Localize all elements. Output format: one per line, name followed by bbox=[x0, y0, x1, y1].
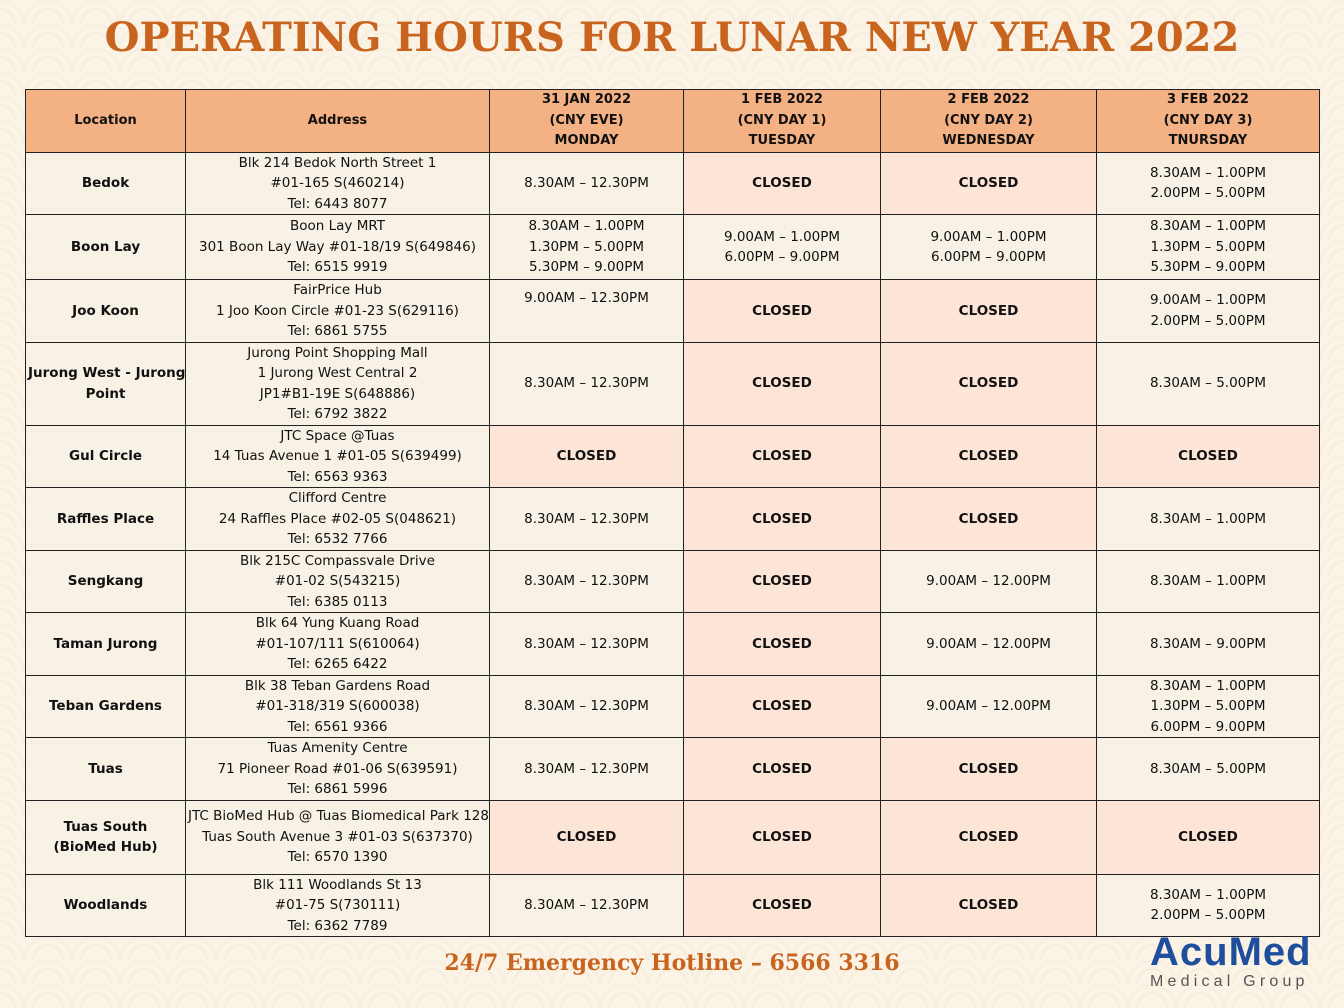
address-line: Tel: 6265 6422 bbox=[287, 656, 388, 672]
hours-line: 8.30AM – 12.30PM bbox=[524, 635, 649, 652]
hours-line: CLOSED bbox=[958, 897, 1019, 913]
location-name: Raffles Place bbox=[56, 510, 155, 527]
address-line: Tuas South Avenue 3 #01-03 S(637370) bbox=[202, 828, 473, 845]
hours-cell bbox=[1097, 280, 1320, 343]
hours-line: 8.30AM – 5.00PM bbox=[1149, 760, 1267, 777]
hours-line: 8.30AM – 12.30PM bbox=[524, 375, 649, 392]
location-name: Joo Koon bbox=[72, 302, 139, 319]
hours-cell-closed bbox=[881, 488, 1097, 551]
hours-line: 8.30AM – 1.00PM bbox=[1149, 164, 1267, 181]
address-cell bbox=[186, 342, 490, 425]
hours-cell-closed bbox=[1097, 425, 1320, 488]
address-line: Tel: 6443 8077 bbox=[287, 195, 388, 212]
address-line: Tel: 6385 0113 bbox=[287, 593, 388, 610]
header-day-label: (CNY DAY 2) bbox=[944, 112, 1033, 128]
hours-cell-closed bbox=[684, 550, 881, 613]
address-line: Jurong Point Shopping Mall bbox=[247, 344, 428, 361]
location-name: (BioMed Hub) bbox=[53, 839, 158, 855]
header-day-date: 1 FEB 2022 bbox=[741, 92, 823, 107]
table-body bbox=[26, 152, 1320, 937]
location-cell bbox=[26, 280, 186, 343]
hours-cell-closed bbox=[684, 280, 881, 343]
location-name: Tuas bbox=[88, 760, 123, 777]
hours-line: 8.30AM – 12.30PM bbox=[524, 698, 649, 714]
hours-line: CLOSED bbox=[958, 510, 1019, 527]
hours-line: 8.30AM – 12.30PM bbox=[524, 897, 649, 913]
hours-cell bbox=[1097, 675, 1320, 738]
hours-line: 6.00PM – 9.00PM bbox=[724, 249, 840, 265]
location-cell bbox=[26, 874, 186, 937]
hours-line: 8.30AM – 1.00PM bbox=[1149, 510, 1267, 527]
hours-line: 9.00AM – 12.00PM bbox=[926, 573, 1051, 589]
location-cell bbox=[26, 488, 186, 551]
header-location: Location bbox=[26, 90, 186, 153]
hours-line: CLOSED bbox=[752, 897, 812, 913]
hours-cell-closed bbox=[881, 874, 1097, 937]
hours-line: 8.30AM – 1.00PM bbox=[1149, 886, 1267, 903]
address-cell bbox=[186, 215, 490, 280]
location-cell bbox=[26, 613, 186, 676]
address-line: #01-318/319 S(600038) bbox=[255, 698, 420, 714]
address-line: #01-165 S(460214) bbox=[270, 175, 405, 191]
hours-cell bbox=[1097, 152, 1320, 215]
hours-cell-closed bbox=[881, 800, 1097, 874]
hours-cell bbox=[1097, 342, 1320, 425]
hours-line: 5.30PM – 9.00PM bbox=[1150, 259, 1266, 276]
address-line: Blk 215C Compassvale Drive bbox=[240, 552, 435, 569]
location-name: Teban Gardens bbox=[49, 698, 162, 714]
address-line: Blk 64 Yung Kuang Road bbox=[255, 615, 420, 631]
address-line: 71 Pioneer Road #01-06 S(639591) bbox=[217, 760, 458, 777]
address-line: Tel: 6861 5755 bbox=[287, 323, 388, 339]
address-cell bbox=[186, 488, 490, 551]
address-line: JP1#B1-19E S(648886) bbox=[259, 385, 416, 402]
hours-cell-closed bbox=[684, 425, 881, 488]
hours-cell bbox=[1097, 215, 1320, 280]
hours-cell bbox=[490, 215, 684, 280]
hours-line: 2.00PM – 5.00PM bbox=[1150, 907, 1266, 924]
table-header-row bbox=[26, 90, 1320, 153]
location-name: Taman Jurong bbox=[53, 635, 158, 652]
address-cell bbox=[186, 613, 490, 676]
hours-line: CLOSED bbox=[556, 448, 617, 464]
hours-line: CLOSED bbox=[958, 175, 1019, 191]
address-line: JTC BioMed Hub @ Tuas Biomedical Park 128 bbox=[188, 808, 489, 825]
acumed-logo bbox=[1140, 932, 1330, 992]
hours-cell-closed bbox=[490, 800, 684, 874]
header-day-weekday: TNURSDAY bbox=[1168, 133, 1248, 148]
hours-line: 6.00PM – 9.00PM bbox=[1150, 718, 1266, 735]
page-title: OPERATING HOURS FOR LUNAR NEW YEAR 2022 bbox=[104, 14, 1240, 61]
hours-line: 8.30AM – 1.00PM bbox=[1149, 677, 1267, 694]
address-cell bbox=[186, 874, 490, 937]
hours-cell bbox=[490, 280, 684, 343]
header-day-3 bbox=[881, 90, 1097, 153]
address-line: 301 Boon Lay Way #01-18/19 S(649846) bbox=[199, 238, 476, 255]
hours-cell bbox=[881, 215, 1097, 280]
hours-cell bbox=[881, 613, 1097, 676]
address-line: 24 Raffles Place #02-05 S(048621) bbox=[218, 510, 457, 527]
table-row bbox=[26, 342, 1320, 425]
hours-cell bbox=[490, 550, 684, 613]
header-day-2 bbox=[684, 90, 881, 153]
hours-cell-closed bbox=[684, 488, 881, 551]
location-cell bbox=[26, 800, 186, 874]
address-line: Blk 38 Teban Gardens Road bbox=[244, 677, 431, 694]
address-line: Tel: 6532 7766 bbox=[287, 531, 388, 547]
table-row bbox=[26, 738, 1320, 801]
hours-cell bbox=[490, 152, 684, 215]
hours-line: 9.00AM – 12.00PM bbox=[926, 635, 1051, 652]
hours-cell-closed bbox=[684, 613, 881, 676]
hours-cell-closed bbox=[1097, 800, 1320, 874]
table-row bbox=[26, 800, 1320, 874]
hours-line: 8.30AM – 12.30PM bbox=[524, 510, 649, 527]
table-row bbox=[26, 425, 1320, 488]
hours-line: CLOSED bbox=[752, 760, 812, 777]
header-day-label: (CNY DAY 3) bbox=[1163, 112, 1253, 128]
operating-hours-table bbox=[25, 89, 1320, 937]
hours-cell-closed bbox=[490, 425, 684, 488]
hours-cell bbox=[490, 488, 684, 551]
address-line: Boon Lay MRT bbox=[290, 218, 385, 235]
hours-line: CLOSED bbox=[752, 448, 812, 464]
hours-line: CLOSED bbox=[958, 302, 1019, 319]
address-line: Tel: 6561 9366 bbox=[287, 718, 388, 735]
hours-cell bbox=[490, 738, 684, 801]
hours-line: CLOSED bbox=[752, 302, 812, 319]
hours-line: 8.30AM – 1.00PM bbox=[528, 218, 645, 235]
hours-cell bbox=[1097, 874, 1320, 937]
hours-cell-closed bbox=[684, 874, 881, 937]
location-cell bbox=[26, 425, 186, 488]
address-line: 14 Tuas Avenue 1 #01-05 S(639499) bbox=[213, 448, 462, 464]
address-line: #01-02 S(543215) bbox=[274, 573, 401, 589]
table-row bbox=[26, 550, 1320, 613]
header-day-weekday: MONDAY bbox=[554, 133, 619, 148]
location-name: Sengkang bbox=[67, 573, 144, 589]
address-line: Tel: 6362 7789 bbox=[287, 917, 388, 934]
location-cell bbox=[26, 342, 186, 425]
hours-cell-closed bbox=[881, 152, 1097, 215]
header-day-weekday: WEDNESDAY bbox=[942, 133, 1035, 148]
table-row bbox=[26, 215, 1320, 280]
header-day-date: 2 FEB 2022 bbox=[947, 92, 1030, 107]
emergency-hotline: 24/7 Emergency Hotline – 6566 3316 bbox=[444, 950, 900, 976]
address-line: Blk 214 Bedok North Street 1 bbox=[238, 154, 437, 171]
hours-cell bbox=[490, 874, 684, 937]
hours-line: 8.30AM – 1.00PM bbox=[1149, 218, 1267, 235]
table-row bbox=[26, 280, 1320, 343]
address-line: #01-75 S(730111) bbox=[274, 897, 401, 913]
hours-line: 9.00AM – 1.00PM bbox=[930, 228, 1047, 245]
header-day-1 bbox=[490, 90, 684, 153]
hours-cell bbox=[490, 342, 684, 425]
hours-cell bbox=[1097, 738, 1320, 801]
address-cell bbox=[186, 800, 490, 874]
address-line: Tel: 6563 9363 bbox=[287, 468, 388, 485]
hours-cell bbox=[1097, 613, 1320, 676]
hours-line: 2.00PM – 5.00PM bbox=[1150, 312, 1266, 329]
address-cell bbox=[186, 425, 490, 488]
header-day-date: 3 FEB 2022 bbox=[1167, 92, 1249, 107]
location-cell bbox=[26, 152, 186, 215]
header-day-label: (CNY EVE) bbox=[549, 112, 624, 128]
hours-cell-closed bbox=[684, 342, 881, 425]
hours-line: 9.00AM – 1.00PM bbox=[723, 228, 841, 245]
address-line: 1 Joo Koon Circle #01-23 S(629116) bbox=[216, 302, 459, 319]
hours-line: 1.30PM – 5.00PM bbox=[1150, 698, 1266, 714]
hours-line: 8.30AM – 12.30PM bbox=[524, 175, 649, 191]
hours-line: 9.00AM – 1.00PM bbox=[1149, 292, 1267, 309]
hours-line: CLOSED bbox=[752, 510, 812, 527]
location-name: Gul Circle bbox=[69, 448, 142, 464]
location-name: Jurong West - Jurong bbox=[28, 365, 186, 381]
address-line: Clifford Centre bbox=[288, 490, 387, 506]
hours-line: CLOSED bbox=[958, 828, 1019, 845]
header-day-4 bbox=[1097, 90, 1320, 153]
hours-cell-closed bbox=[881, 738, 1097, 801]
hours-line: 9.00AM – 12.30PM bbox=[524, 290, 649, 306]
hours-cell bbox=[1097, 550, 1320, 613]
location-name: Woodlands bbox=[63, 897, 148, 913]
hours-cell bbox=[1097, 488, 1320, 551]
table-row bbox=[26, 613, 1320, 676]
hours-line: CLOSED bbox=[1178, 448, 1238, 464]
hours-line: 8.30AM – 1.00PM bbox=[1149, 573, 1267, 589]
address-cell bbox=[186, 152, 490, 215]
address-cell bbox=[186, 675, 490, 738]
address-line: Blk 111 Woodlands St 13 bbox=[253, 876, 422, 893]
hours-line: 1.30PM – 5.00PM bbox=[1150, 238, 1266, 255]
location-name: Tuas South bbox=[63, 818, 148, 835]
address-cell bbox=[186, 550, 490, 613]
table-row bbox=[26, 152, 1320, 215]
table-row bbox=[26, 874, 1320, 937]
address-line: JTC Space @Tuas bbox=[280, 427, 395, 444]
hours-line: CLOSED bbox=[752, 375, 812, 392]
location-cell bbox=[26, 675, 186, 738]
location-name: Boon Lay bbox=[70, 238, 141, 255]
address-line: Tel: 6861 5996 bbox=[287, 781, 388, 797]
hours-line: 8.30AM – 12.30PM bbox=[524, 760, 649, 777]
header-day-weekday: TUESDAY bbox=[748, 133, 816, 148]
hours-line: 6.00PM – 9.00PM bbox=[930, 249, 1047, 265]
hours-line: 1.30PM – 5.00PM bbox=[528, 238, 645, 255]
hours-cell-closed bbox=[881, 342, 1097, 425]
logo-wordmark: AcuMed bbox=[1150, 930, 1312, 974]
header-day-label: (CNY DAY 1) bbox=[737, 112, 827, 128]
address-line: FairPrice Hub bbox=[293, 282, 382, 298]
address-line: Tel: 6792 3822 bbox=[287, 406, 388, 422]
logo-subtitle: Medical Group bbox=[1150, 973, 1309, 990]
table-row bbox=[26, 675, 1320, 738]
location-name: Point bbox=[85, 385, 126, 402]
hours-line: 2.00PM – 5.00PM bbox=[1150, 185, 1266, 202]
hours-cell-closed bbox=[684, 738, 881, 801]
hours-line: CLOSED bbox=[958, 448, 1019, 464]
address-line: Tuas Amenity Centre bbox=[267, 740, 408, 756]
hours-line: CLOSED bbox=[752, 828, 812, 845]
hours-line: 5.30PM – 9.00PM bbox=[528, 259, 645, 276]
hours-cell bbox=[490, 613, 684, 676]
address-line: Tel: 6515 9919 bbox=[287, 259, 388, 276]
hours-cell-closed bbox=[684, 800, 881, 874]
address-line: Tel: 6570 1390 bbox=[287, 849, 388, 866]
hours-cell-closed bbox=[881, 280, 1097, 343]
hours-line: CLOSED bbox=[556, 828, 617, 845]
hours-line: 9.00AM – 12.00PM bbox=[926, 698, 1051, 714]
header-address: Address bbox=[186, 90, 490, 153]
hours-cell-closed bbox=[881, 425, 1097, 488]
hours-line: 8.30AM – 5.00PM bbox=[1149, 375, 1267, 392]
hours-line: CLOSED bbox=[752, 175, 812, 191]
hours-cell bbox=[881, 550, 1097, 613]
hours-cell bbox=[881, 675, 1097, 738]
location-cell bbox=[26, 215, 186, 280]
address-line: #01-107/111 S(610064) bbox=[255, 635, 420, 652]
hours-line: CLOSED bbox=[1178, 828, 1238, 845]
header-day-date: 31 JAN 2022 bbox=[541, 92, 632, 107]
address-line: 1 Jurong West Central 2 bbox=[257, 365, 418, 381]
hours-cell bbox=[684, 215, 881, 280]
hours-line: 8.30AM – 12.30PM bbox=[524, 573, 649, 589]
location-name: Bedok bbox=[81, 175, 130, 191]
address-cell bbox=[186, 738, 490, 801]
hours-line: CLOSED bbox=[752, 698, 812, 714]
hours-line: 8.30AM – 9.00PM bbox=[1149, 635, 1267, 652]
hours-line: CLOSED bbox=[752, 635, 812, 652]
hours-line: CLOSED bbox=[752, 573, 812, 589]
location-cell bbox=[26, 550, 186, 613]
hours-cell bbox=[490, 675, 684, 738]
hours-line: CLOSED bbox=[958, 375, 1019, 392]
hours-cell-closed bbox=[684, 152, 881, 215]
hours-line: CLOSED bbox=[958, 760, 1019, 777]
address-cell bbox=[186, 280, 490, 343]
hours-cell-closed bbox=[684, 675, 881, 738]
table-row bbox=[26, 488, 1320, 551]
location-cell bbox=[26, 738, 186, 801]
